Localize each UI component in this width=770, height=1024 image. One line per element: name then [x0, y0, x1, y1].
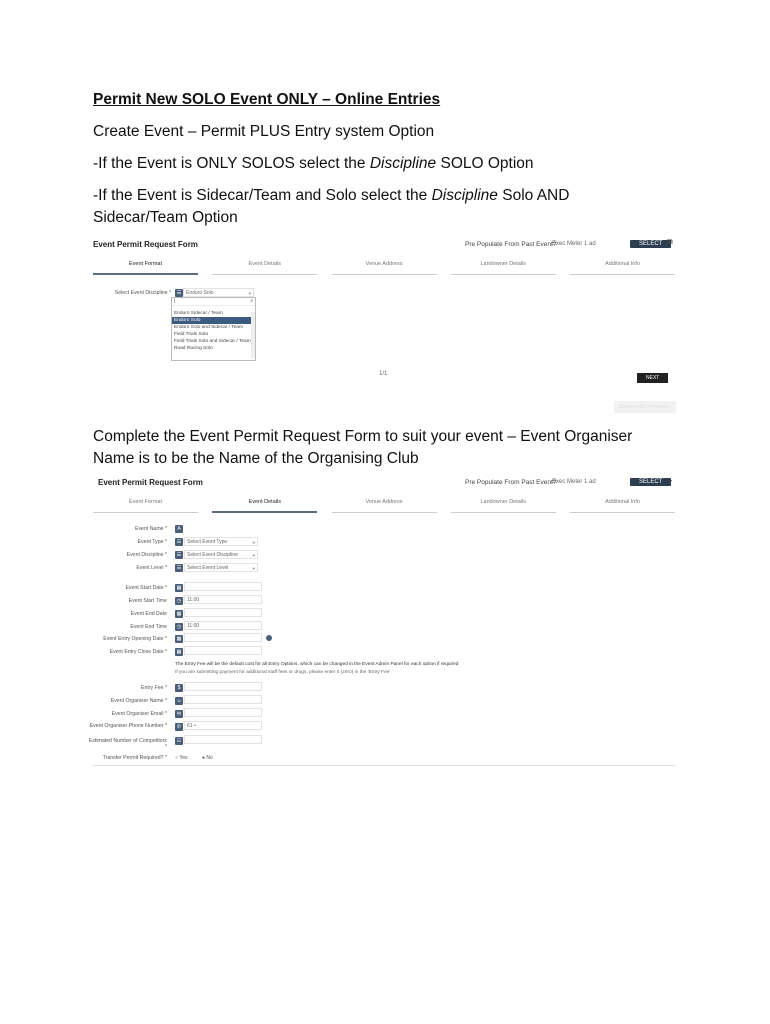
- currency-icon: $: [175, 684, 183, 692]
- doc-text-span: -If the Event is ONLY SOLOS select the: [93, 155, 370, 172]
- radio-no[interactable]: [202, 755, 213, 761]
- event-discipline-label: Event Discipline *: [126, 552, 167, 558]
- discipline-label: Select Event Discipline *: [114, 290, 171, 296]
- entry-open-input[interactable]: [184, 633, 262, 642]
- event-type-select[interactable]: [184, 537, 258, 546]
- entry-fee-note: The Entry Fee will be the default cost for all Entry Options, which can be changed in the Event Admin Panel for each option if required: [175, 662, 459, 667]
- event-level-select[interactable]: [184, 563, 258, 572]
- event-level-label: Event Level *: [136, 565, 167, 571]
- screenshot-event-format: [91, 237, 678, 417]
- start-date-label: Event Start Date *: [125, 585, 167, 591]
- envelope-icon: ✉: [176, 711, 182, 717]
- tab-venue-address[interactable]: Venue Address: [332, 261, 437, 275]
- help-icon[interactable]: ⧉: [667, 237, 673, 246]
- info-icon[interactable]: [266, 635, 272, 641]
- select-button[interactable]: SELECT: [630, 478, 671, 486]
- tab-landowner-details[interactable]: Landowner Details: [451, 261, 556, 275]
- user-icon: ☺: [176, 698, 182, 704]
- prefill-value[interactable]: Exec Meter 1 ad: [552, 241, 596, 247]
- discipline-select[interactable]: [183, 288, 254, 297]
- competitors-input[interactable]: [184, 735, 262, 744]
- users-icon: ☷: [176, 738, 182, 744]
- organiser-phone-label: Event Organiser Phone Number *: [89, 723, 167, 729]
- discipline-dropdown[interactable]: [171, 297, 256, 361]
- calendar-icon: ▦: [176, 611, 182, 617]
- submit-button[interactable]: SUBMIT FOR APPROVAL: [614, 401, 676, 413]
- organiser-email-label: Event Organiser Email *: [111, 711, 167, 717]
- chevron-down-icon: ▾: [252, 540, 255, 545]
- entry-open-label: Event Entry Opening Date *: [103, 636, 167, 642]
- organiser-phone-input[interactable]: 61 •: [184, 721, 262, 730]
- search-icon: ⌕: [250, 299, 253, 304]
- entry-close-label: Event Entry Close Date *: [109, 649, 167, 655]
- text-icon: A: [175, 525, 183, 533]
- form-title: Event Permit Request Form: [93, 240, 198, 249]
- doc-line-solo-only: [93, 153, 534, 175]
- organiser-name-input[interactable]: [184, 695, 262, 704]
- end-date-input[interactable]: [184, 608, 262, 617]
- phone-icon: ✆: [176, 724, 182, 730]
- list-icon: ☰: [176, 552, 182, 558]
- option-item[interactable]: Field Trials Solo: [174, 332, 209, 337]
- event-type-value: Select Event Type: [187, 539, 228, 545]
- clock-icon: ◷: [176, 624, 182, 630]
- chevron-down-icon: ▾: [252, 553, 255, 558]
- prefill-label: Pre Populate From Past Event?: [465, 241, 557, 248]
- calendar-icon: ▦: [176, 585, 182, 591]
- doc-para2-line2: Name is to be the Name of the Organising Club: [93, 450, 419, 467]
- list-icon: ☰: [176, 290, 182, 296]
- help-icon[interactable]: ⌄: [667, 475, 674, 484]
- event-discipline-select[interactable]: [184, 550, 258, 559]
- option-item[interactable]: Road Racing Solo: [174, 346, 213, 351]
- event-type-label: Event Type *: [137, 539, 167, 545]
- dropdown-search[interactable]: [172, 298, 255, 306]
- tab-bar: [93, 499, 675, 513]
- discipline-value: Enduro Solo: [186, 290, 214, 296]
- list-icon: ☰: [176, 565, 182, 571]
- chevron-down-icon: ▾: [248, 291, 251, 296]
- tab-additional-info[interactable]: Additional Info: [570, 261, 675, 275]
- calendar-icon: ▦: [176, 649, 182, 655]
- entry-fee-note-2: If you are submitting payment for additional staff fees or drugs, please enter 0 (zero) in the 'Entry Fee': [175, 670, 391, 675]
- radio-filled-icon: ●: [202, 755, 206, 761]
- organiser-email-input[interactable]: [184, 708, 262, 717]
- radio-circle-icon: ○: [175, 755, 179, 761]
- doc-emphasis: Discipline: [369, 155, 437, 172]
- tab-landowner-details[interactable]: Landowner Details: [451, 499, 556, 513]
- doc-text-span: Solo AND: [497, 187, 570, 204]
- screenshot-event-details: [88, 475, 678, 770]
- radio-no-label: No: [206, 755, 213, 761]
- divider: [93, 765, 675, 766]
- start-date-input[interactable]: [184, 582, 262, 591]
- tab-bar: [93, 261, 675, 275]
- doc-line-sidecar-cont: Sidecar/Team Option: [93, 209, 238, 226]
- doc-heading: Permit New SOLO Event ONLY – Online Entries: [93, 91, 441, 108]
- clock-icon: ◷: [176, 598, 182, 604]
- tab-event-format[interactable]: Event Format: [93, 499, 198, 513]
- doc-emphasis: Discipline: [431, 187, 498, 204]
- select-button[interactable]: SELECT: [630, 240, 671, 248]
- tab-event-details[interactable]: Event Details: [212, 499, 317, 513]
- form-title: Event Permit Request Form: [98, 478, 203, 487]
- organiser-name-label: Event Organiser Name *: [110, 698, 167, 704]
- start-time-input[interactable]: 11:00: [184, 595, 262, 604]
- option-item[interactable]: Enduro Sidecar / Team: [174, 311, 223, 316]
- end-date-label: Event End Date: [130, 611, 167, 617]
- end-time-label: Event End Time: [130, 624, 167, 630]
- entry-fee-input[interactable]: [184, 682, 262, 691]
- transfer-permit-label: Transfer Permit Required? *: [102, 755, 167, 761]
- tab-event-format[interactable]: Event Format: [93, 261, 198, 275]
- start-time-label: Event Start Time: [128, 598, 167, 604]
- next-button[interactable]: NEXT: [637, 373, 668, 383]
- doc-line-sidecar: [93, 185, 569, 207]
- tab-venue-address[interactable]: Venue Address: [332, 499, 437, 513]
- option-item[interactable]: Enduro Solo and Sidecar / Team: [174, 325, 243, 330]
- end-time-input[interactable]: 11:00: [184, 621, 262, 630]
- doc-para2-line1: Complete the Event Permit Request Form to suit your event – Event Organiser: [93, 428, 633, 445]
- doc-text-span: -If the Event is Sidecar/Team and Solo select the: [93, 187, 432, 204]
- prefill-value[interactable]: Exec Meter 1 ad: [552, 479, 596, 485]
- option-item[interactable]: Field Trials Solo and Sidecar / Team: [174, 339, 251, 344]
- option-item-selected[interactable]: Enduro Solo: [172, 317, 255, 324]
- competitors-label: Estimated Number of Competitors *: [88, 738, 167, 750]
- event-discipline-value: Select Event Discipline: [187, 552, 238, 558]
- dropdown-scrollbar[interactable]: [251, 312, 255, 358]
- entry-close-input[interactable]: [184, 646, 262, 655]
- tab-additional-info[interactable]: Additional Info: [570, 499, 675, 513]
- event-level-value: Select Event Level: [187, 565, 229, 571]
- page-indicator: 1/1: [379, 371, 388, 377]
- calendar-icon: ▦: [176, 636, 182, 642]
- tab-event-details[interactable]: Event Details: [212, 261, 317, 275]
- list-icon: ☰: [176, 539, 182, 545]
- event-name-input[interactable]: [184, 524, 260, 533]
- chevron-down-icon: ▾: [252, 566, 255, 571]
- doc-text-span: SOLO Option: [436, 155, 534, 172]
- search-input[interactable]: |: [174, 299, 176, 304]
- radio-yes-label: Yes: [179, 755, 188, 761]
- event-name-label: Event Name *: [134, 526, 167, 532]
- doc-line-create-event: Create Event – Permit PLUS Entry system Option: [93, 123, 435, 140]
- prefill-label: Pre Populate From Past Event?: [465, 479, 557, 486]
- radio-yes[interactable]: [175, 755, 188, 761]
- entry-fee-label: Entry Fee *: [141, 685, 167, 691]
